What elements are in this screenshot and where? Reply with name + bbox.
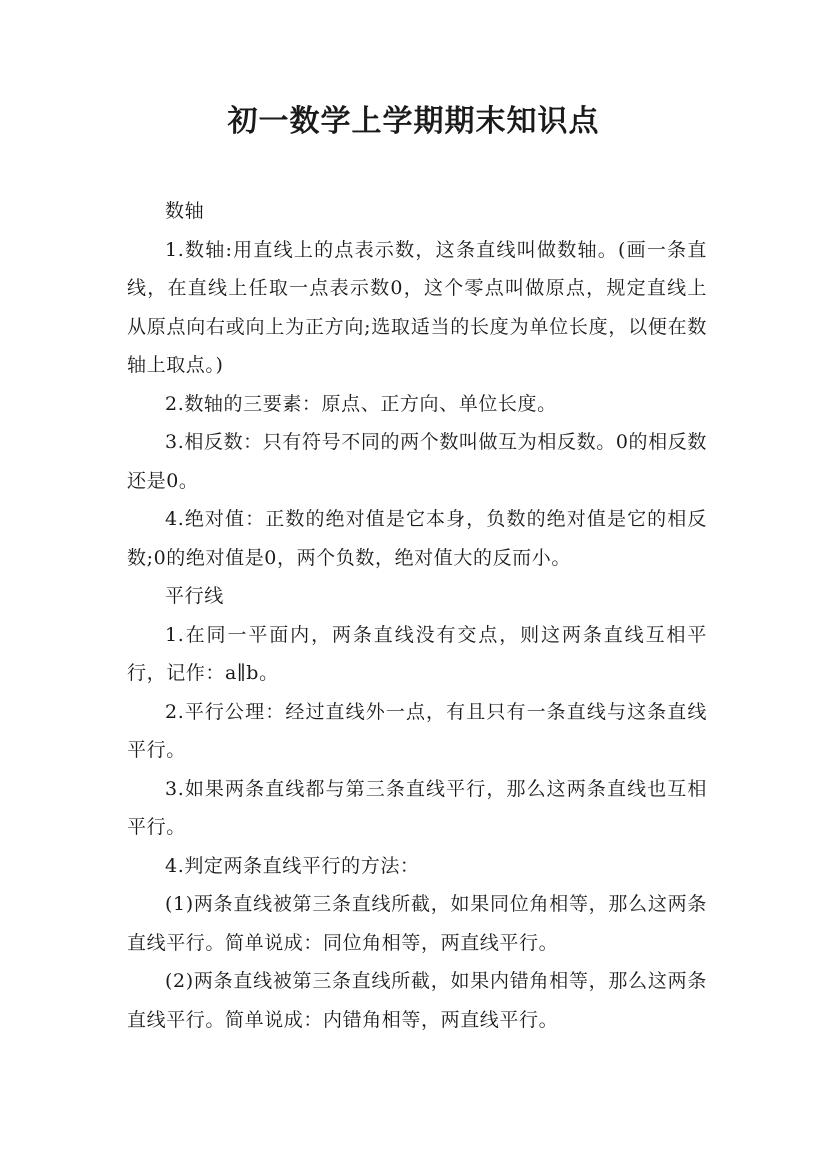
paragraph: 2.数轴的三要素：原点、正方向、单位长度。 (165, 392, 557, 415)
paragraph: 3.相反数：只有符号不同的两个数叫做互为相反数。0的相反数还是0。 (127, 431, 707, 492)
paragraph: (1)两条直线被第三条直线所截，如果同位角相等，那么这两条直线平行。简单说成：同位角相等，两直线平行。 (127, 893, 707, 954)
document-title: 初一数学上学期期末知识点 (227, 104, 600, 139)
document-body (127, 192, 707, 1039)
section-heading: 平行线 (165, 585, 224, 607)
paragraph: 4.判定两条直线平行的方法： (165, 854, 420, 877)
paragraph: 4.绝对值：正数的绝对值是它本身，负数的绝对值是它的相反数;0的绝对值是0，两个负数，绝对值大的反而小。 (127, 508, 707, 569)
paragraph: 2.平行公理：经过直线外一点，有且只有一条直线与这条直线平行。 (127, 700, 707, 761)
section-number-line (127, 192, 707, 577)
paragraph: (2)两条直线被第三条直线所截，如果内错角相等，那么这两条直线平行。简单说成：内错角相等，两直线平行。 (127, 970, 707, 1031)
paragraph: 1.在同一平面内，两条直线没有交点，则这两条直线互相平行，记作：a∥b。 (127, 623, 707, 684)
section-heading: 数轴 (165, 200, 205, 222)
section-parallel-lines (127, 577, 707, 1039)
paragraph: 3.如果两条直线都与第三条直线平行，那么这两条直线也互相平行。 (127, 777, 707, 838)
paragraph: 1.数轴:用直线上的点表示数，这条直线叫做数轴。(画一条直线，在直线上任取一点表示数0，这个零点叫做原点，规定直线上从原点向右或向上为正方向;选取适当的长度为单位长度，以便在数轴上取点。) (127, 238, 707, 376)
